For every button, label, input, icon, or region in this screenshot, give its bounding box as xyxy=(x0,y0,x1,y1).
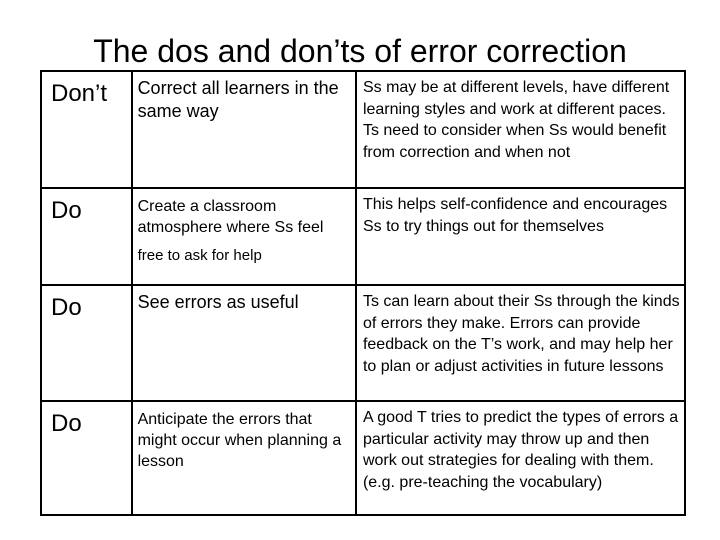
verdict-cell xyxy=(41,285,132,401)
action-text: See errors as useful xyxy=(137,292,299,312)
reason-text: Ts can learn about their Ss through the kinds of errors they make. Errors can provide feedback on the T’s work, and may help her to plan or adjust activities in future lessons xyxy=(362,293,680,375)
reason-cell xyxy=(356,71,685,188)
table-row xyxy=(41,71,685,188)
action-text: Create a classroom atmosphere where Ss feel xyxy=(137,198,324,236)
table-row xyxy=(41,285,685,401)
verdict-cell xyxy=(41,401,132,515)
reason-cell xyxy=(356,188,685,285)
action-note: free to ask for help xyxy=(137,247,262,264)
action-cell xyxy=(132,285,356,401)
reason-cell xyxy=(356,285,685,401)
action-text: Correct all learners in the same way xyxy=(137,78,339,121)
action-text: Anticipate the errors that might occur when planning a lesson xyxy=(137,411,342,470)
verdict-label: Do xyxy=(51,410,82,437)
reason-text: Ss may be at different levels, have different learning styles and work at different paces. Ts need to consider when Ss would benefit from correction and when not xyxy=(362,79,670,161)
action-cell xyxy=(132,71,356,188)
action-cell xyxy=(132,188,356,285)
action-cell xyxy=(132,401,356,515)
table-row xyxy=(41,401,685,515)
reason-text: A good T tries to predict the types of errors a particular activity may throw up and then work out strategies for dealing with them. (e.g. pre-teaching the vocabulary) xyxy=(362,409,679,491)
action-block xyxy=(133,189,355,266)
verdict-label: Do xyxy=(51,294,82,321)
verdict-cell xyxy=(41,188,132,285)
table-row xyxy=(41,188,685,285)
reason-text: This helps self-confidence and encourages Ss to try things out for themselves xyxy=(362,196,668,235)
reason-cell xyxy=(356,401,685,515)
error-correction-table xyxy=(40,70,686,516)
verdict-label: Do xyxy=(51,197,82,224)
verdict-cell xyxy=(41,71,132,188)
verdict-label: Don’t xyxy=(51,80,108,107)
slide-title: The dos and don’ts of error correction xyxy=(93,33,627,69)
